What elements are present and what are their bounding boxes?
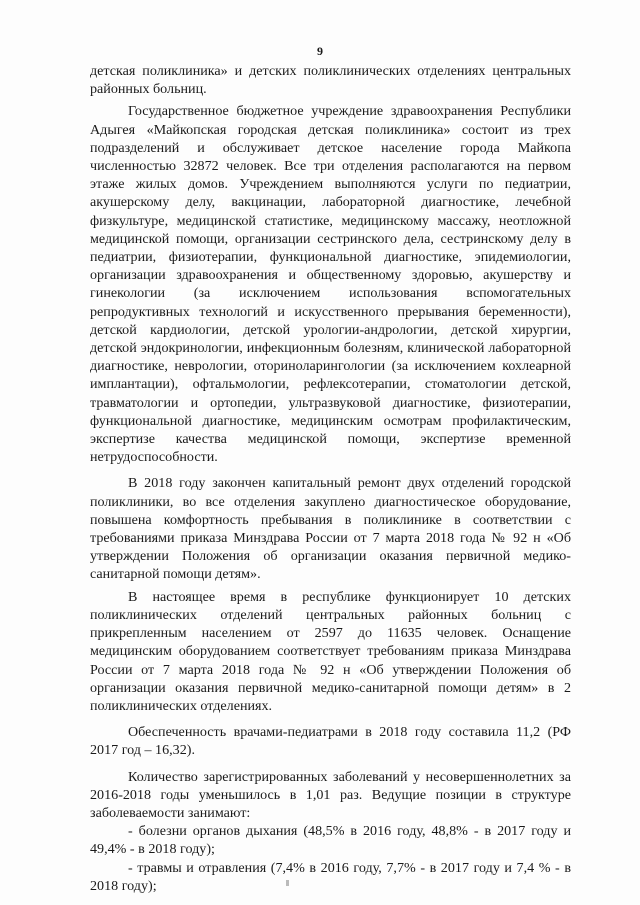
- page-number: 9: [317, 44, 323, 58]
- paragraph-continuation: детская поликлиника» и детских поликлинических отделениях центральных районных больниц.: [90, 63, 571, 98]
- paragraph-district-departments: В настоящее время в республике функционирует 10 детских поликлинических отделений центральных районных больниц с прикрепленным населением от 2597 до 11635 человек. Оснащение медицинским оборудованием соответствует требованиям приказа Минздрава России от 7 марта 2018 года № 92 н «Об утверждении Положения об организации оказания первичной медико-санитарной помощи детям» в 2 поликлинических отделениях.: [90, 588, 571, 714]
- document-body: [90, 62, 571, 895]
- paragraph-renovation-2018: В 2018 году закончен капитальный ремонт двух отделений городской поликлиники, во все отделения закуплено диагностическое оборудование, повышена комфортность пребывания в поликлинике в соответствии с требованиями приказа Минздрава России от 7 марта 2018 года № 92 н «Об утверждении Положения об организации оказания первичной медико-санитарной помощи детям».: [90, 475, 571, 583]
- list-item-injuries: - травмы и отравления (7,4% в 2016 году, 7,7% - в 2017 году и 7,4 % - в 2018 году);: [90, 859, 571, 894]
- paragraph-polyclinic-services: Государственное бюджетное учреждение здравоохранения Республики Адыгея «Майкопская городская детская поликлиника» состоит из трех подразделений и обслуживает детское население города Майкопа численностью 32872 человек. Все три отделения располагаются на первом этаже жилых домов. Учреждением выполняются услуги по педиатрии, акушерскому делу, вакцинации, лабораторной диагностике, лечебной физкультуре, медицинской статистике, медицинскому массажу, неотложной медицинской помощи, организации сестринского дела, сестринскому делу в педиатрии, физиотерапии, функциональной диагностике, эпидемиологии, организации здравоохранения и общественному здоровью, акушерству и гинекологии (за исключением использования вспомогательных репродуктивных технологий и искусственного прерывания беременности), детской кардиологии, детской урологии-андрологии, детской хирургии, детской эндокринологии, инфекционным болезням, клинической лабораторной диагностике, неврологии, оториноларингологии (за исключением кохлеарной имплантации), офтальмологии, рефлексотерапии, стоматологии детской, травматологии и ортопедии, ультразвуковой диагностике, физиотерапии, функциональной диагностике, медицинским осмотрам профилактическим, экспертизе качества медицинской помощи, экспертизе временной нетрудоспособности.: [90, 103, 571, 466]
- list-item-respiratory: - болезни органов дыхания (48,5% в 2016 году, 48,8% - в 2017 году и 49,4% - в 2018 году);: [90, 823, 571, 858]
- paragraph-pediatrician-supply: Обеспеченность врачами-педиатрами в 2018 году составила 11,2 (РФ 2017 год – 16,32).: [90, 724, 571, 759]
- scan-artifact-mark: [286, 880, 289, 886]
- paragraph-morbidity-intro: Количество зарегистрированных заболеваний у несовершеннолетних за 2016-2018 годы уменьшилось в 1,01 раз. Ведущие позиции в структуре заболеваемости занимают:: [90, 768, 571, 821]
